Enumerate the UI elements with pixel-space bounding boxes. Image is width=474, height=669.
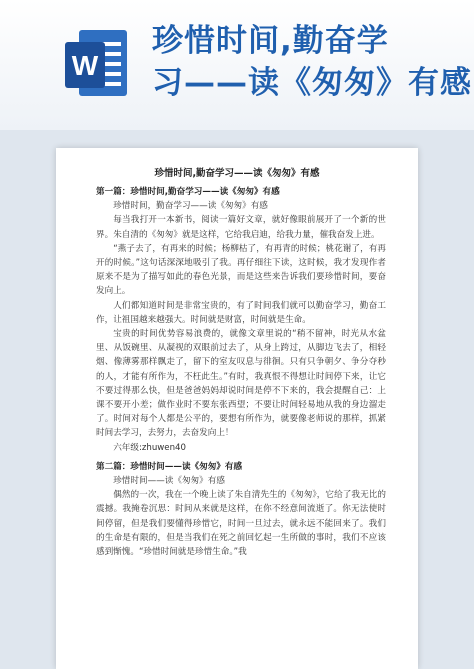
document-body (96, 185, 386, 559)
section-heading: 第二篇：珍惜时间——读《匆匆》有感 (96, 461, 243, 472)
svg-text:W: W (71, 50, 99, 81)
paragraph: 偶然的一次，我在一个晚上读了朱自清先生的《匆匆》，它给了我无比的震撼。我掩卷沉思：时间从来就是这样，在你不经意间流逝了。你无法使时间停留，但是我们要懂得珍惜它，时间一旦过去，就永远不能回来了。我们的生命是有限的，但是当我们在死之前回忆起一生所做的事时，我们不应该感到惭愧。“珍惜时间就是珍惜生命。”我 (96, 490, 386, 558)
paragraph: “燕子去了，有再来的时候；杨柳枯了，有再青的时候；桃花谢了，有再开的时候。”这句话深深地吸引了我。再仔细往下读，这时候，我才发现作者原来不是为了描写如此的春色光景，而是这些来告诉我们要珍惜时间，要奋发向上。 (96, 243, 386, 297)
header-banner (0, 0, 474, 130)
banner-title (152, 20, 472, 104)
paragraph: 珍惜时间——读《匆匆》有感 (113, 476, 225, 487)
document-title: 珍惜时间,勤奋学习——读《匆匆》有感 (154, 168, 320, 179)
paragraph: 人们都知道时间是非常宝贵的，有了时间我们就可以勤奋学习，勤奋工作，让祖国越来越强大。时间就是财富，时间就是生命。 (96, 300, 386, 325)
word-document-icon (63, 28, 129, 100)
document-page (56, 148, 418, 669)
banner-title-line1: 珍惜时间,勤奋学 (152, 23, 389, 59)
paragraph: 宝贵的时间优势容易浪费的，就像文章里说的“稍不留神，时光从水盆里、从饭碗里、从凝视的双眼前过去了，从身上跨过，从脚边飞去了，相轻烟、像薄雾那样飘走了，留下的室友叹息与徘徊。只有只争朝夕、争分夺秒的人，才能有所作为，不枉此生。”有时，我真恨不得想让时间停下来，让它不要过得那么快，但是爸爸妈妈却说时间是停不下来的，我会提醒自己：上课不要开小差；做作业时不要东张西望；不要让时间轻易地从我的身边溜走了。时间对每个人都是公平的，要想有所作为，就要像老师说的那样，抓紧时间去学习，去努力，去奋发向上！ (96, 329, 386, 439)
paragraph: 珍惜时间，勤奋学习——读《匆匆》有感 (113, 201, 268, 212)
section-heading: 第一篇：珍惜时间,勤奋学习——读《匆匆》有感 (96, 187, 280, 197)
paragraph: 六年级:zhuwen40 (113, 442, 186, 453)
banner-title-line2: 习——读《匆匆》有感 (152, 65, 472, 101)
paragraph: 每当我打开一本新书，阅读一篇好文章，就好像眼前展开了一个新的世界。朱自清的《匆匆》就是这样，它给我启迪，给我力量，催我奋发上进。 (96, 215, 386, 240)
